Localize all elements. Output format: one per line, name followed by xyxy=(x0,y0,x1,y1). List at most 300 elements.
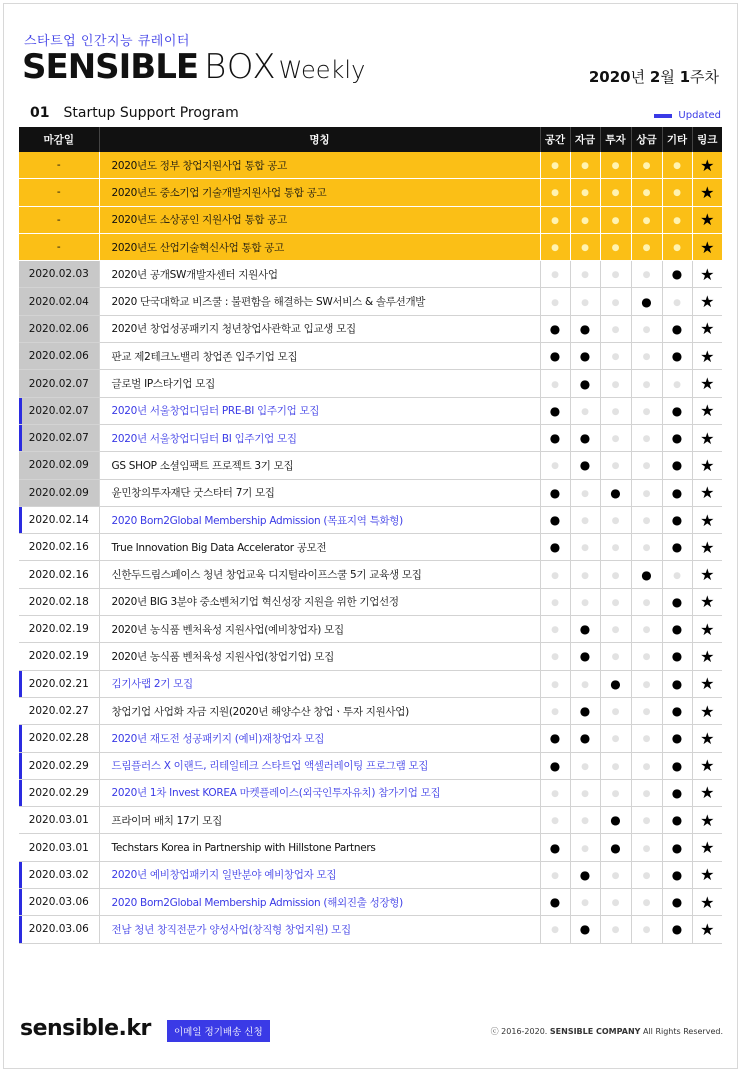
row-link[interactable] xyxy=(692,916,722,943)
row-program-name[interactable]: Techstars Korea in Partnership with Hillstone Partners xyxy=(99,834,540,861)
col-link: 링크 xyxy=(692,127,722,152)
row-deadline: 2020.02.07 xyxy=(19,370,99,397)
row-program-name[interactable]: 2020년 서울창업디딤터 BI 입주기업 모집 xyxy=(99,424,540,451)
table-row xyxy=(19,697,722,724)
row-deadline: 2020.02.07 xyxy=(19,424,99,451)
row-link[interactable] xyxy=(692,479,722,506)
empty-dot-icon: ● xyxy=(581,816,589,827)
empty-dot-icon: ● xyxy=(581,488,589,499)
row-flag-space xyxy=(540,397,570,424)
row-flag-etc xyxy=(662,588,692,615)
col-etc: 기타 xyxy=(662,127,692,152)
empty-dot-icon: ● xyxy=(642,324,651,335)
row-link[interactable] xyxy=(692,534,722,561)
row-program-name[interactable]: 2020년 창업성공패키지 청년창업사관학교 입교생 모집 xyxy=(99,315,540,342)
row-deadline: 2020.02.21 xyxy=(19,670,99,697)
row-flag-invest xyxy=(600,479,631,506)
row-deadline: 2020.02.19 xyxy=(19,643,99,670)
row-link[interactable] xyxy=(692,288,722,315)
row-flag-fund xyxy=(570,233,600,260)
star-link-icon[interactable]: ★ xyxy=(700,455,715,475)
subscribe-button[interactable]: 이메일 정기배송 신청 xyxy=(167,1020,270,1042)
row-flag-fund xyxy=(570,370,600,397)
empty-dot-icon: ● xyxy=(642,870,651,881)
row-flag-fund xyxy=(570,643,600,670)
row-program-name[interactable]: 2020년 농식품 벤처육성 지원사업(창업기업) 모집 xyxy=(99,643,540,670)
filled-dot-icon: ● xyxy=(579,731,591,746)
row-deadline: 2020.02.29 xyxy=(19,752,99,779)
row-flag-prize xyxy=(631,779,662,806)
row-flag-prize xyxy=(631,534,662,561)
table-header xyxy=(19,127,722,152)
row-flag-etc xyxy=(662,370,692,397)
row-link[interactable] xyxy=(692,616,722,643)
empty-dot-icon: ● xyxy=(551,652,559,663)
empty-dot-icon: ● xyxy=(611,788,620,799)
row-link[interactable] xyxy=(692,152,722,179)
row-flag-etc xyxy=(662,479,692,506)
row-link[interactable] xyxy=(692,561,722,588)
row-flag-invest xyxy=(600,643,631,670)
row-flag-prize xyxy=(631,179,662,206)
row-program-name[interactable]: 2020년도 중소기업 기술개발지원사업 통합 공고 xyxy=(99,179,540,206)
row-flag-etc xyxy=(662,424,692,451)
row-flag-fund xyxy=(570,424,600,451)
row-program-name[interactable]: 윤민창의투자재단 굿스타터 7기 모집 xyxy=(99,479,540,506)
filled-dot-icon: ● xyxy=(671,321,683,336)
empty-dot-icon: ● xyxy=(551,870,559,881)
empty-dot-icon: ● xyxy=(611,543,620,554)
row-deadline: 2020.02.16 xyxy=(19,561,99,588)
row-link[interactable] xyxy=(692,343,722,370)
empty-dot-icon: ● xyxy=(581,543,589,554)
empty-dot-icon: ● xyxy=(642,925,651,936)
row-flag-prize xyxy=(631,206,662,233)
star-link-icon[interactable]: ★ xyxy=(700,264,715,284)
empty-dot-icon: ● xyxy=(551,816,559,827)
row-flag-fund xyxy=(570,616,600,643)
filled-dot-icon: ● xyxy=(610,676,621,691)
row-flag-space xyxy=(540,179,570,206)
empty-dot-icon: ● xyxy=(642,243,651,254)
row-link[interactable] xyxy=(692,506,722,533)
filled-dot-icon: ● xyxy=(671,840,683,855)
star-link-icon[interactable]: ★ xyxy=(700,510,715,530)
row-flag-prize xyxy=(631,861,662,888)
row-deadline: 2020.03.06 xyxy=(19,889,99,916)
row-flag-prize xyxy=(631,288,662,315)
row-flag-space xyxy=(540,588,570,615)
row-flag-prize xyxy=(631,670,662,697)
star-link-icon[interactable]: ★ xyxy=(700,319,715,339)
star-link-icon[interactable]: ★ xyxy=(700,537,715,557)
empty-dot-icon: ● xyxy=(581,188,589,199)
row-deadline: 2020.02.03 xyxy=(19,261,99,288)
table-row xyxy=(19,179,722,206)
row-flag-prize xyxy=(631,370,662,397)
row-flag-prize xyxy=(631,834,662,861)
filled-dot-icon: ● xyxy=(579,649,591,664)
filled-dot-icon: ● xyxy=(579,321,591,336)
row-flag-space xyxy=(540,315,570,342)
star-link-icon[interactable]: ★ xyxy=(700,701,715,721)
filled-dot-icon: ● xyxy=(671,540,683,555)
row-link[interactable] xyxy=(692,261,722,288)
row-flag-fund xyxy=(570,315,600,342)
filled-dot-icon: ● xyxy=(671,431,683,446)
table-row xyxy=(19,397,722,424)
row-program-name[interactable]: 2020 Born2Global Membership Admission (해외진출 성장형) xyxy=(99,889,540,916)
row-link[interactable] xyxy=(692,752,722,779)
star-link-icon[interactable]: ★ xyxy=(700,783,715,803)
row-program-name[interactable]: 전남 청년 창직전문가 양성사업(창직형 창업지원) 모집 xyxy=(99,916,540,943)
filled-dot-icon: ● xyxy=(579,622,591,637)
row-flag-fund xyxy=(570,288,600,315)
row-deadline: 2020.02.29 xyxy=(19,779,99,806)
star-link-icon[interactable]: ★ xyxy=(700,374,715,394)
star-link-icon[interactable]: ★ xyxy=(700,428,715,448)
row-flag-prize xyxy=(631,315,662,342)
row-flag-etc xyxy=(662,807,692,834)
row-link[interactable] xyxy=(692,315,722,342)
row-program-name[interactable]: 2020년 서울창업디딤터 PRE-BI 입주기업 모집 xyxy=(99,397,540,424)
copyright: ⓒ 2016-2020. SENSIBLE COMPANY All Rights Reserved. xyxy=(490,1027,723,1036)
row-program-name[interactable]: 2020년도 소상공인 지원사업 통합 공고 xyxy=(99,206,540,233)
empty-dot-icon: ● xyxy=(581,679,589,690)
brand-small: Weekly xyxy=(278,56,366,84)
empty-dot-icon: ● xyxy=(642,652,651,663)
empty-dot-icon: ● xyxy=(551,188,559,199)
empty-dot-icon: ● xyxy=(642,379,651,390)
row-link[interactable] xyxy=(692,670,722,697)
table-row xyxy=(19,670,722,697)
row-flag-prize xyxy=(631,343,662,370)
row-flag-space xyxy=(540,206,570,233)
empty-dot-icon: ● xyxy=(611,925,620,936)
row-link[interactable] xyxy=(692,206,722,233)
empty-dot-icon: ● xyxy=(581,406,589,417)
table-row xyxy=(19,616,722,643)
row-deadline: 2020.02.16 xyxy=(19,534,99,561)
row-flag-invest xyxy=(600,889,631,916)
filled-dot-icon: ● xyxy=(610,840,621,855)
empty-dot-icon: ● xyxy=(611,379,620,390)
empty-dot-icon: ● xyxy=(551,297,559,308)
table-row xyxy=(19,506,722,533)
empty-dot-icon: ● xyxy=(611,707,620,718)
row-flag-invest xyxy=(600,725,631,752)
row-flag-fund xyxy=(570,397,600,424)
row-link[interactable] xyxy=(692,424,722,451)
filled-dot-icon: ● xyxy=(579,867,591,882)
row-flag-invest xyxy=(600,152,631,179)
row-deadline: 2020.02.09 xyxy=(19,452,99,479)
empty-dot-icon: ● xyxy=(673,243,681,254)
row-deadline: - xyxy=(19,233,99,260)
row-flag-invest xyxy=(600,534,631,561)
row-deadline: 2020.02.04 xyxy=(19,288,99,315)
footer xyxy=(20,1016,723,1046)
row-flag-etc xyxy=(662,534,692,561)
empty-dot-icon: ● xyxy=(642,516,651,526)
star-link-icon[interactable]: ★ xyxy=(700,237,715,257)
row-flag-fund xyxy=(570,343,600,370)
row-link[interactable] xyxy=(692,861,722,888)
table-row xyxy=(19,206,722,233)
filled-dot-icon: ● xyxy=(549,403,561,418)
row-program-name[interactable]: True Innovation Big Data Accelerator 공모전 xyxy=(99,534,540,561)
row-program-name[interactable]: 판교 제2테크노밸리 창업존 입주기업 모집 xyxy=(99,343,540,370)
row-link[interactable] xyxy=(692,779,722,806)
col-space: 공간 xyxy=(540,127,570,152)
row-flag-etc xyxy=(662,916,692,943)
empty-dot-icon: ● xyxy=(581,761,589,772)
row-flag-space xyxy=(540,725,570,752)
empty-dot-icon: ● xyxy=(611,215,620,226)
empty-dot-icon: ● xyxy=(551,625,559,636)
empty-dot-icon: ● xyxy=(551,379,559,390)
row-flag-prize xyxy=(631,916,662,943)
empty-dot-icon: ● xyxy=(642,707,651,718)
star-link-icon[interactable]: ★ xyxy=(700,756,715,776)
row-deadline: 2020.02.19 xyxy=(19,616,99,643)
row-link[interactable] xyxy=(692,588,722,615)
row-flag-fund xyxy=(570,261,600,288)
empty-dot-icon: ● xyxy=(611,516,620,526)
empty-dot-icon: ● xyxy=(642,488,651,499)
row-flag-invest xyxy=(600,424,631,451)
row-flag-space xyxy=(540,506,570,533)
row-program-name[interactable]: 글로벌 IP스타기업 모집 xyxy=(99,370,540,397)
filled-dot-icon: ● xyxy=(671,649,683,664)
star-link-icon[interactable]: ★ xyxy=(700,919,715,939)
row-deadline: 2020.03.02 xyxy=(19,861,99,888)
row-flag-fund xyxy=(570,534,600,561)
row-link[interactable] xyxy=(692,179,722,206)
row-link[interactable] xyxy=(692,697,722,724)
row-program-name[interactable]: 2020년 재도전 성공패키지 (예비)재창업자 모집 xyxy=(99,725,540,752)
row-flag-prize xyxy=(631,561,662,588)
table-row xyxy=(19,807,722,834)
row-flag-etc xyxy=(662,697,692,724)
row-flag-invest xyxy=(600,206,631,233)
table-row xyxy=(19,861,722,888)
row-flag-prize xyxy=(631,588,662,615)
row-program-name[interactable]: 2020년 BIG 3분야 중소벤처기업 혁신성장 지원을 위한 기업선정 xyxy=(99,588,540,615)
row-flag-space xyxy=(540,424,570,451)
filled-dot-icon: ● xyxy=(549,540,561,555)
empty-dot-icon: ● xyxy=(642,461,651,472)
row-flag-space xyxy=(540,807,570,834)
row-program-name[interactable]: 김기사랩 2기 모집 xyxy=(99,670,540,697)
row-link[interactable] xyxy=(692,807,722,834)
empty-dot-icon: ● xyxy=(611,297,620,308)
row-flag-fund xyxy=(570,152,600,179)
row-program-name[interactable]: 신한두드림스페이스 청년 창업교육 디지털라이프스쿨 5기 교육생 모집 xyxy=(99,561,540,588)
row-program-name[interactable]: GS SHOP 소셜임팩트 프로젝트 3기 모집 xyxy=(99,452,540,479)
row-flag-etc xyxy=(662,233,692,260)
empty-dot-icon: ● xyxy=(551,461,559,472)
row-program-name[interactable]: 창업기업 사업화 자금 지원(2020년 해양수산 창업ㆍ투자 지원사업) xyxy=(99,697,540,724)
row-deadline: 2020.02.09 xyxy=(19,479,99,506)
empty-dot-icon: ● xyxy=(673,188,681,199)
updated-legend-swatch xyxy=(654,114,672,118)
empty-dot-icon: ● xyxy=(611,734,620,745)
brand-bold: SENSIBLE xyxy=(22,47,199,87)
empty-dot-icon: ● xyxy=(581,270,589,281)
empty-dot-icon: ● xyxy=(642,816,651,827)
row-flag-invest xyxy=(600,616,631,643)
star-link-icon[interactable]: ★ xyxy=(700,565,715,585)
row-flag-invest xyxy=(600,670,631,697)
filled-dot-icon: ● xyxy=(671,622,683,637)
row-program-name[interactable]: 2020 단국대학교 비즈쿨 : 불편함을 해결하는 SW서비스 & 솔루션개발 xyxy=(99,288,540,315)
row-link[interactable] xyxy=(692,233,722,260)
star-link-icon[interactable]: ★ xyxy=(700,865,715,885)
section-label: Startup Support Program xyxy=(63,105,239,121)
row-flag-invest xyxy=(600,752,631,779)
empty-dot-icon: ● xyxy=(642,898,651,909)
star-link-icon[interactable]: ★ xyxy=(700,619,715,639)
row-flag-invest xyxy=(600,452,631,479)
row-program-name[interactable]: 2020년 농식품 벤처육성 지원사업(예비창업자) 모집 xyxy=(99,616,540,643)
filled-dot-icon: ● xyxy=(549,895,561,910)
row-program-name[interactable]: 2020년 1차 Invest KOREA 마켓플레이스(외국인투자유치) 참가기업 모집 xyxy=(99,779,540,806)
empty-dot-icon: ● xyxy=(642,406,651,417)
row-flag-invest xyxy=(600,861,631,888)
row-deadline: 2020.02.14 xyxy=(19,506,99,533)
updated-legend xyxy=(654,110,721,121)
row-program-name[interactable]: 2020년 공개SW개발자센터 지원사업 xyxy=(99,261,540,288)
star-link-icon[interactable]: ★ xyxy=(700,292,715,312)
empty-dot-icon: ● xyxy=(611,352,620,363)
col-deadline: 마감일 xyxy=(19,127,99,152)
empty-dot-icon: ● xyxy=(581,215,589,226)
star-link-icon[interactable]: ★ xyxy=(700,810,715,830)
row-flag-invest xyxy=(600,588,631,615)
empty-dot-icon: ● xyxy=(611,652,620,663)
row-flag-invest xyxy=(600,370,631,397)
star-link-icon[interactable]: ★ xyxy=(700,210,715,230)
star-link-icon[interactable]: ★ xyxy=(700,728,715,748)
filled-dot-icon: ● xyxy=(579,431,591,446)
empty-dot-icon: ● xyxy=(611,870,620,881)
empty-dot-icon: ● xyxy=(551,597,559,608)
filled-dot-icon: ● xyxy=(671,813,683,828)
star-link-icon[interactable]: ★ xyxy=(700,346,715,366)
empty-dot-icon: ● xyxy=(581,297,589,308)
row-flag-prize xyxy=(631,479,662,506)
row-deadline: - xyxy=(19,206,99,233)
row-link[interactable] xyxy=(692,889,722,916)
row-flag-invest xyxy=(600,807,631,834)
row-program-name[interactable]: 2020년도 산업기술혁신사업 통합 공고 xyxy=(99,233,540,260)
row-link[interactable] xyxy=(692,452,722,479)
row-link[interactable] xyxy=(692,370,722,397)
star-link-icon[interactable]: ★ xyxy=(700,155,715,175)
row-program-name[interactable]: 2020 Born2Global Membership Admission (목표지역 특화형) xyxy=(99,506,540,533)
filled-dot-icon: ● xyxy=(641,294,652,309)
empty-dot-icon: ● xyxy=(551,788,559,799)
row-flag-space xyxy=(540,779,570,806)
row-flag-prize xyxy=(631,397,662,424)
star-link-icon[interactable]: ★ xyxy=(700,674,715,694)
row-link[interactable] xyxy=(692,643,722,670)
row-flag-space xyxy=(540,916,570,943)
row-deadline: 2020.02.07 xyxy=(19,397,99,424)
filled-dot-icon: ● xyxy=(579,349,591,364)
row-flag-space xyxy=(540,752,570,779)
empty-dot-icon: ● xyxy=(551,707,559,718)
empty-dot-icon: ● xyxy=(551,679,559,690)
star-link-icon[interactable]: ★ xyxy=(700,401,715,421)
row-deadline: - xyxy=(19,179,99,206)
row-link[interactable] xyxy=(692,725,722,752)
star-link-icon[interactable]: ★ xyxy=(700,838,715,858)
row-deadline: 2020.02.28 xyxy=(19,725,99,752)
row-flag-etc xyxy=(662,725,692,752)
section-title xyxy=(30,105,239,121)
empty-dot-icon: ● xyxy=(673,297,681,308)
row-flag-space xyxy=(540,479,570,506)
row-deadline: 2020.02.18 xyxy=(19,588,99,615)
filled-dot-icon: ● xyxy=(671,704,683,719)
empty-dot-icon: ● xyxy=(551,925,559,936)
row-flag-space xyxy=(540,343,570,370)
row-flag-etc xyxy=(662,315,692,342)
row-flag-space xyxy=(540,561,570,588)
row-program-name[interactable]: 2020년 예비창업패키지 일반분야 예비창업자 모집 xyxy=(99,861,540,888)
empty-dot-icon: ● xyxy=(611,188,620,199)
row-flag-etc xyxy=(662,288,692,315)
row-link[interactable] xyxy=(692,397,722,424)
empty-dot-icon: ● xyxy=(551,243,559,254)
row-program-name[interactable]: 2020년도 정부 창업지원사업 통합 공고 xyxy=(99,152,540,179)
filled-dot-icon: ● xyxy=(549,513,561,527)
footer-logo[interactable]: sensible.kr xyxy=(20,1016,151,1041)
row-flag-prize xyxy=(631,233,662,260)
row-flag-space xyxy=(540,889,570,916)
empty-dot-icon: ● xyxy=(642,761,651,772)
row-flag-space xyxy=(540,152,570,179)
star-link-icon[interactable]: ★ xyxy=(700,592,715,612)
empty-dot-icon: ● xyxy=(642,734,651,745)
filled-dot-icon: ● xyxy=(579,704,591,719)
row-flag-fund xyxy=(570,861,600,888)
row-flag-space xyxy=(540,834,570,861)
row-program-name[interactable]: 드림플러스 X 이랜드, 리테일테크 스타트업 액셀러레이팅 프로그램 모집 xyxy=(99,752,540,779)
star-link-icon[interactable]: ★ xyxy=(700,483,715,503)
updated-legend-label: Updated xyxy=(678,110,721,121)
filled-dot-icon: ● xyxy=(671,922,683,937)
star-link-icon[interactable]: ★ xyxy=(700,892,715,912)
row-flag-prize xyxy=(631,752,662,779)
col-invest: 투자 xyxy=(600,127,631,152)
empty-dot-icon: ● xyxy=(611,324,620,335)
brand-light: BOX xyxy=(204,47,277,87)
section-number: 01 xyxy=(30,105,50,121)
empty-dot-icon: ● xyxy=(611,434,620,445)
star-link-icon[interactable]: ★ xyxy=(700,182,715,202)
row-deadline: 2020.03.01 xyxy=(19,834,99,861)
star-link-icon[interactable]: ★ xyxy=(700,646,715,666)
table-row xyxy=(19,479,722,506)
row-flag-fund xyxy=(570,206,600,233)
row-link[interactable] xyxy=(692,834,722,861)
row-program-name[interactable]: 프라이머 배치 17기 모집 xyxy=(99,807,540,834)
empty-dot-icon: ● xyxy=(581,243,589,254)
filled-dot-icon: ● xyxy=(671,458,683,473)
